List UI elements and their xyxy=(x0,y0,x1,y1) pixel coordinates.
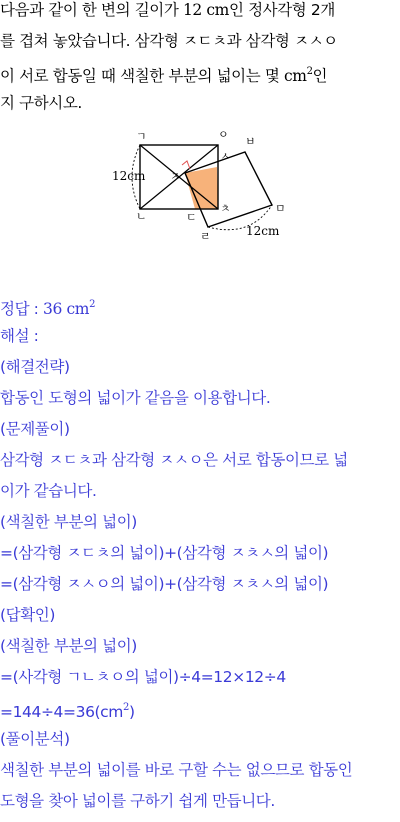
point-label-g: ㄱ xyxy=(136,130,147,143)
point-label-s: ㅅ xyxy=(220,150,231,163)
solution-text-1: 삼각형 ㅈㄷㅊ과 삼각형 ㅈㅅㅇ은 서로 합동이므로 넓 xyxy=(0,451,348,469)
analysis-text-1: 색칠한 부분의 넓이를 바로 구할 수는 없으므로 합동인 xyxy=(0,761,353,779)
answer-section xyxy=(0,295,400,822)
check-unit-exponent: 2 xyxy=(123,702,129,713)
problem-line-3 xyxy=(0,62,400,93)
point-label-d: ㄷ xyxy=(186,211,197,224)
answer-label: 정답 : xyxy=(0,300,44,318)
problem-text-segment: 인 xyxy=(312,67,328,85)
point-label-j: ㅈ xyxy=(170,170,181,183)
check-equation-1: =(사각형 ㄱㄴㅊㅇ의 넓이)÷4=12×12÷4 xyxy=(0,668,286,686)
check-heading: (답확인) xyxy=(0,606,56,624)
point-label-r: ㄹ xyxy=(200,230,211,243)
area-unit: cm xyxy=(283,67,307,85)
check-equation-2 xyxy=(0,698,400,729)
problem-text xyxy=(0,0,400,124)
point-label-ch: ㅊ xyxy=(220,202,231,215)
check-subheading: (색칠한 부분의 넓이) xyxy=(0,637,137,655)
point-label-b: ㅂ xyxy=(245,135,256,148)
shaded-region xyxy=(185,167,218,209)
explanation-label: 해설 : xyxy=(0,327,39,345)
bottom-length-label: 12cm xyxy=(246,224,280,238)
point-label-n: ㄴ xyxy=(136,210,147,223)
check-equation-2-close: ) xyxy=(128,703,135,721)
strategy-heading: (해결전략) xyxy=(0,358,70,376)
problem-text-segment: 다음과 같이 한 변의 길이가 xyxy=(0,1,183,19)
problem-line-4: 지 구하시오. xyxy=(0,94,82,112)
problem-line-1 xyxy=(0,0,400,31)
equation-2: =(삼각형 ㅈㅅㅇ의 넓이)+(삼각형 ㅈㅊㅅ의 넓이) xyxy=(0,575,329,593)
problem-text-segment: 이 서로 합동일 때 색칠한 부분의 넓이는 몇 xyxy=(0,67,284,85)
answer-value: 36 cm xyxy=(43,300,90,318)
answer-line xyxy=(0,295,400,326)
strategy-text: 합동인 도형의 넓이가 같음을 이용합니다. xyxy=(0,389,271,407)
equation-1: =(삼각형 ㅈㄷㅊ의 넓이)+(삼각형 ㅈㅊㅅ의 넓이) xyxy=(0,544,329,562)
answer-unit-exponent: 2 xyxy=(89,299,96,310)
solution-heading: (문제풀이) xyxy=(0,420,70,438)
overlapping-squares-diagram xyxy=(110,128,300,243)
check-equation-2-text: =144÷4=36(cm xyxy=(0,703,123,721)
problem-text-segment: 인 정사각형 2개 xyxy=(228,1,335,19)
solution-text-2: 이가 같습니다. xyxy=(0,482,97,500)
geometry-figure xyxy=(110,128,300,243)
problem-length-value: 12 cm xyxy=(182,1,229,19)
shaded-area-heading: (색칠한 부분의 넓이) xyxy=(0,513,137,531)
point-label-o: ㅇ xyxy=(218,128,229,141)
analysis-heading: (풀이분석) xyxy=(0,730,70,748)
analysis-text-2: 도형을 찾아 넓이를 구하기 쉽게 만듭니다. xyxy=(0,792,275,810)
problem-line-2: 를 겹쳐 놓았습니다. 삼각형 ㅈㄷㅊ과 삼각형 ㅈㅅㅇ xyxy=(0,32,338,50)
unit-exponent: 2 xyxy=(306,66,313,77)
point-label-m: ㅁ xyxy=(275,202,286,215)
right-angle-mark xyxy=(182,161,190,169)
left-length-label: 12cm xyxy=(112,169,146,183)
